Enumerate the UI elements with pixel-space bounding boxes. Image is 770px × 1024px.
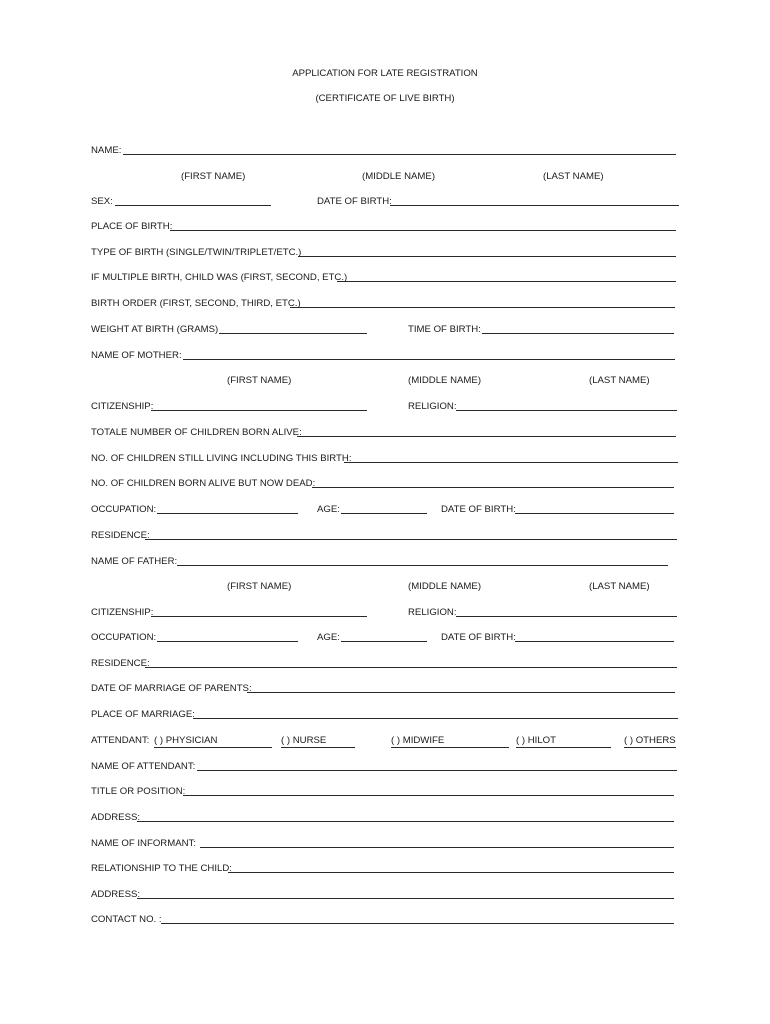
name-of-attendant-label: NAME OF ATTENDANT: bbox=[91, 761, 196, 772]
children-living-field[interactable] bbox=[344, 462, 678, 463]
father-residence-field[interactable] bbox=[145, 667, 677, 668]
father-occupation-field[interactable] bbox=[157, 641, 298, 642]
mother-date-of-birth-field[interactable] bbox=[515, 513, 674, 514]
time-of-birth-field[interactable] bbox=[482, 333, 674, 334]
place-of-birth-field[interactable] bbox=[170, 230, 676, 231]
weight-at-birth-field[interactable] bbox=[219, 333, 367, 334]
birth-order-label: BIRTH ORDER (FIRST, SECOND, THIRD, ETC.) bbox=[91, 298, 301, 309]
place-of-marriage-label: PLACE OF MARRIAGE: bbox=[91, 709, 195, 720]
contact-no-field[interactable] bbox=[161, 923, 674, 924]
attendant-option-nurse[interactable] bbox=[281, 735, 355, 747]
mother-age-field[interactable] bbox=[341, 513, 427, 514]
father-residence-label: RESIDENCE: bbox=[91, 658, 150, 669]
multiple-birth-label: IF MULTIPLE BIRTH, CHILD WAS (FIRST, SECOND, ETC.) bbox=[91, 272, 348, 283]
place-of-birth-label: PLACE OF BIRTH: bbox=[91, 221, 173, 232]
child-last-name-caption: (LAST NAME) bbox=[543, 171, 604, 182]
sex-label: SEX: bbox=[91, 196, 113, 207]
mother-last-name-caption: (LAST NAME) bbox=[589, 375, 650, 386]
title-or-position-field[interactable] bbox=[183, 795, 674, 796]
form-subtitle: (CERTIFICATE OF LIVE BIRTH) bbox=[315, 93, 455, 104]
attendant-address-field[interactable] bbox=[137, 821, 674, 822]
mother-date-of-birth-label: DATE OF BIRTH: bbox=[441, 504, 516, 515]
father-middle-name-caption: (MIDDLE NAME) bbox=[408, 581, 482, 592]
date-of-marriage-field[interactable] bbox=[247, 692, 675, 693]
father-name-field[interactable] bbox=[177, 565, 668, 566]
attendant-option-others-label: ( ) OTHERS bbox=[624, 735, 676, 746]
mother-religion-label: RELIGION: bbox=[408, 401, 457, 412]
relationship-label: RELATIONSHIP TO THE CHILD: bbox=[91, 863, 232, 874]
name-of-mother-label: NAME OF MOTHER: bbox=[91, 350, 182, 361]
birth-order-field[interactable] bbox=[290, 307, 675, 308]
mother-first-name-caption: (FIRST NAME) bbox=[227, 375, 292, 386]
attendant-option-midwife[interactable] bbox=[391, 735, 509, 747]
father-date-of-birth-label: DATE OF BIRTH: bbox=[441, 632, 516, 643]
mother-occupation-field[interactable] bbox=[157, 513, 298, 514]
date-of-marriage-label: DATE OF MARRIAGE OF PARENTS: bbox=[91, 683, 252, 694]
relationship-field[interactable] bbox=[228, 872, 674, 873]
father-first-name-caption: (FIRST NAME) bbox=[227, 581, 292, 592]
time-of-birth-label: TIME OF BIRTH: bbox=[408, 324, 481, 335]
total-children-label: TOTALE NUMBER OF CHILDREN BORN ALIVE: bbox=[91, 427, 302, 438]
total-children-field[interactable] bbox=[297, 436, 676, 437]
attendant-option-nurse-label: ( ) NURSE bbox=[281, 735, 327, 746]
attendant-option-hilot-label: ( ) HILOT bbox=[516, 735, 556, 746]
informant-address-label: ADDRESS: bbox=[91, 889, 141, 900]
father-age-label: AGE: bbox=[317, 632, 340, 643]
name-of-attendant-field[interactable] bbox=[197, 770, 677, 771]
child-middle-name-caption: (MIDDLE NAME) bbox=[362, 171, 436, 182]
mother-residence-field[interactable] bbox=[145, 539, 677, 540]
attendant-option-others[interactable] bbox=[624, 735, 676, 747]
name-of-father-label: NAME OF FATHER: bbox=[91, 556, 178, 567]
mother-citizenship-field[interactable] bbox=[151, 410, 367, 411]
father-age-field[interactable] bbox=[341, 641, 427, 642]
father-date-of-birth-field[interactable] bbox=[515, 641, 674, 642]
title-or-position-label: TITLE OR POSITION: bbox=[91, 786, 186, 797]
informant-address-field[interactable] bbox=[137, 898, 674, 899]
mother-age-label: AGE: bbox=[317, 504, 340, 515]
name-of-informant-field[interactable] bbox=[200, 847, 674, 848]
form-title: APPLICATION FOR LATE REGISTRATION bbox=[292, 68, 478, 79]
place-of-marriage-field[interactable] bbox=[193, 718, 678, 719]
father-religion-label: RELIGION: bbox=[408, 607, 457, 618]
mother-name-field[interactable] bbox=[183, 359, 675, 360]
mother-religion-field[interactable] bbox=[456, 410, 677, 411]
mother-middle-name-caption: (MIDDLE NAME) bbox=[408, 375, 482, 386]
attendant-label: ATTENDANT: bbox=[91, 735, 150, 746]
contact-no-label: CONTACT NO. : bbox=[91, 914, 162, 925]
child-date-of-birth-label: DATE OF BIRTH: bbox=[317, 196, 392, 207]
children-living-label: NO. OF CHILDREN STILL LIVING INCLUDING THIS BIRTH: bbox=[91, 453, 352, 464]
name-label: NAME: bbox=[91, 145, 122, 156]
attendant-option-midwife-label: ( ) MIDWIFE bbox=[391, 735, 445, 746]
mother-residence-label: RESIDENCE: bbox=[91, 530, 150, 541]
weight-at-birth-label: WEIGHT AT BIRTH (GRAMS) bbox=[91, 324, 219, 335]
mother-citizenship-label: CITIZENSHIP: bbox=[91, 401, 154, 412]
child-date-of-birth-field[interactable] bbox=[390, 205, 679, 206]
father-occupation-label: OCCUPATION: bbox=[91, 632, 157, 643]
attendant-option-hilot[interactable] bbox=[516, 735, 611, 747]
name-of-informant-label: NAME OF INFORMANT: bbox=[91, 838, 196, 849]
father-last-name-caption: (LAST NAME) bbox=[589, 581, 650, 592]
attendant-option-physician-label: ( ) PHYSICIAN bbox=[154, 735, 218, 746]
children-dead-label: NO. OF CHILDREN BORN ALIVE BUT NOW DEAD: bbox=[91, 478, 316, 489]
father-citizenship-field[interactable] bbox=[151, 616, 367, 617]
sex-field[interactable] bbox=[115, 205, 271, 206]
attendant-option-physician[interactable] bbox=[154, 735, 272, 747]
type-of-birth-label: TYPE OF BIRTH (SINGLE/TWIN/TRIPLET/ETC.) bbox=[91, 247, 302, 258]
type-of-birth-field[interactable] bbox=[298, 256, 676, 257]
mother-occupation-label: OCCUPATION: bbox=[91, 504, 157, 515]
father-religion-field[interactable] bbox=[456, 616, 677, 617]
multiple-birth-field[interactable] bbox=[337, 281, 676, 282]
children-dead-field[interactable] bbox=[312, 487, 674, 488]
attendant-address-label: ADDRESS: bbox=[91, 812, 141, 823]
child-name-field[interactable] bbox=[123, 154, 676, 155]
father-citizenship-label: CITIZENSHIP: bbox=[91, 607, 154, 618]
child-first-name-caption: (FIRST NAME) bbox=[181, 171, 246, 182]
